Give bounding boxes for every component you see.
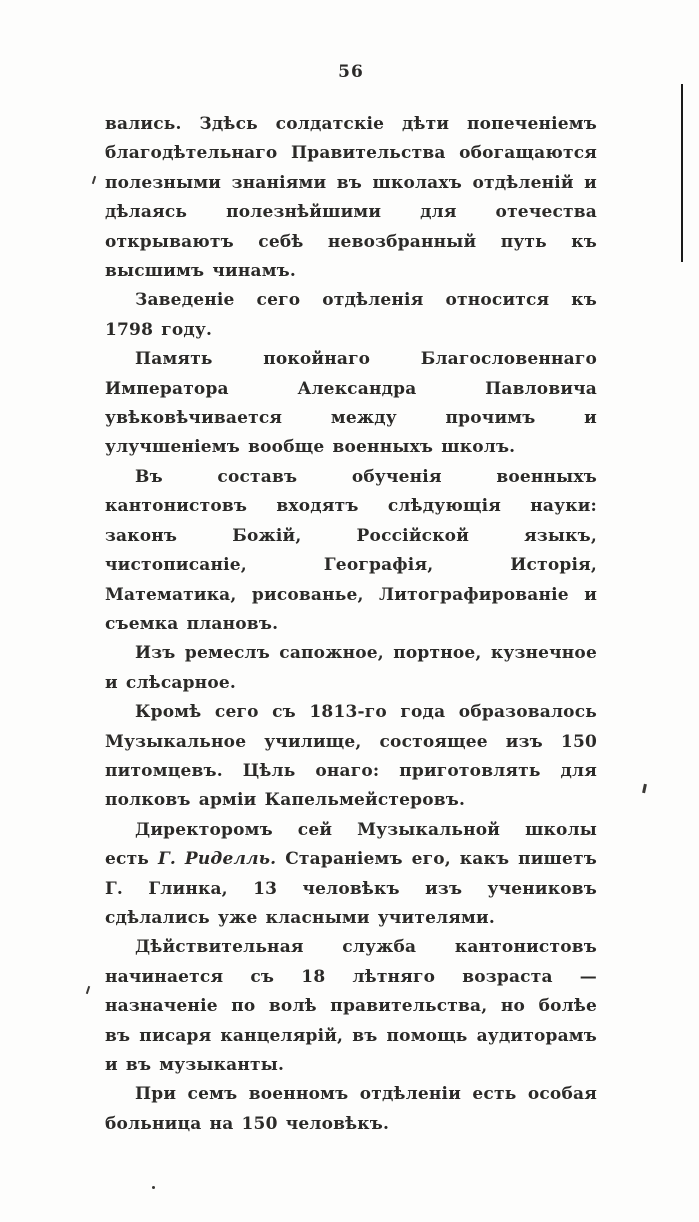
page-number: 56 <box>338 62 364 82</box>
paragraph <box>105 1080 597 1139</box>
scan-artifact-dot <box>152 1186 155 1189</box>
text-run: Память покойнаго Благословеннаго Императора Александра Павловича увѣковѣчивается между прочимъ и улучшеніемъ вообще военныхъ школъ. <box>105 349 597 458</box>
text-run: Стараніемъ его, какъ пишетъ Г. Глинка, 13 человѣкъ изъ учениковъ сдѣлались уже класными учителями. <box>105 849 597 928</box>
paragraph <box>105 286 597 345</box>
scan-artifact-mark <box>642 784 647 793</box>
paragraph <box>105 816 597 934</box>
italic-text-run: Г. Риделль. <box>157 849 277 870</box>
scan-artifact-edge-line <box>681 84 683 262</box>
text-block <box>105 110 597 1139</box>
text-run: Директоромъ сей Музыкальной школы есть <box>105 819 597 870</box>
text-run: Кромѣ сего съ 1813-го года образовалось Музыкальное училище, состоящее изъ 150 питомцевъ. Цѣль онаго: приготовлять для полковъ арміи Капельмейстеровъ. <box>105 702 597 811</box>
text-run: Заведеніе сего отдѣленія относится къ 1798 году. <box>105 290 597 340</box>
paragraph <box>105 463 597 639</box>
paragraph <box>105 933 597 1080</box>
text-run: Дѣйствительная служба кантонистовъ начинается съ 18 лѣтняго возраста — назначеніе по волѣ правительства, но болѣе въ писаря канцелярій, въ помощь аудиторамъ и въ музыканты. <box>105 937 597 1075</box>
paragraph <box>105 110 597 286</box>
text-run: вались. Здѣсь солдатскіе дѣти попеченіемъ благодѣтельнаго Правительства обогащаются полезными знаніями въ школахъ отдѣленій и дѣлаясь полезнѣйшими для отечества открываютъ себѣ невозбранный путь къ высшимъ чинамъ. <box>105 114 597 282</box>
text-run: При семъ военномъ отдѣленіи есть особая больница на 150 человѣкъ. <box>105 1084 597 1134</box>
scan-artifact-tick <box>86 986 90 994</box>
paragraph <box>105 639 597 698</box>
paragraph <box>105 698 597 816</box>
scan-artifact-tick <box>92 176 96 184</box>
paragraph <box>105 345 597 463</box>
text-run: Изъ ремеслъ сапожное, портное, кузнечное и слѣсарное. <box>105 643 597 693</box>
text-run: Въ составъ обученія военныхъ кантонистовъ входятъ слѣдующія науки: законъ Божій, Россійской языкъ, чистописаніе, Географія, Исторія, Математика, рисованье, Литографированіе и съемка плановъ. <box>105 466 597 634</box>
